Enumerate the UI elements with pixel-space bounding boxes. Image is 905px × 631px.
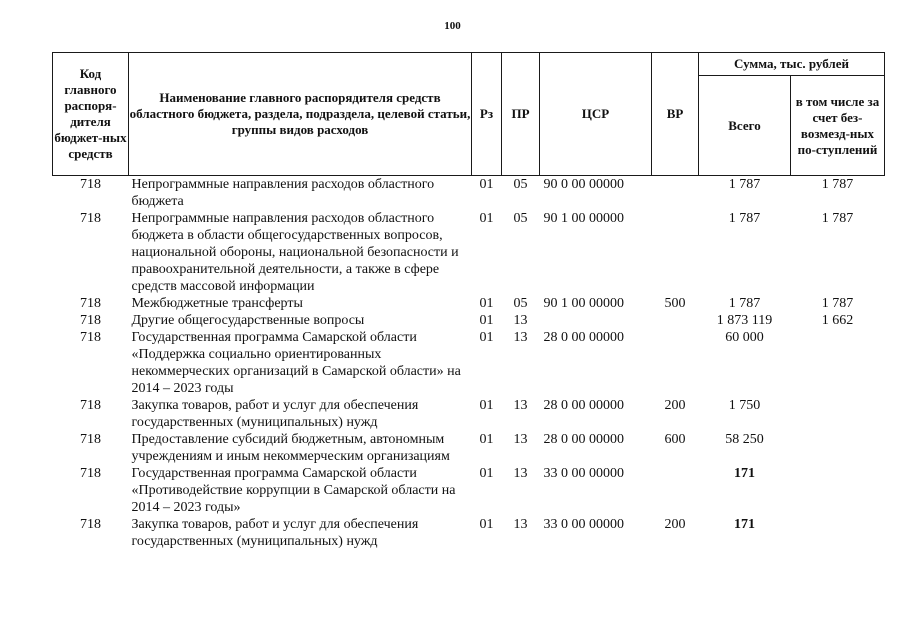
cell-total: 58 250	[725, 432, 764, 447]
cell-pr: 13	[513, 330, 528, 345]
header-name: Наименование главного распорядителя средств областного бюджета, раздела, подраздела, целевой статьи, группы видов расходов	[129, 53, 472, 176]
cell-pr: 13	[513, 517, 528, 532]
cell-code: 718	[80, 211, 101, 226]
cell-free	[791, 397, 885, 431]
cell-name: Другие общегосударственные вопросы	[131, 313, 365, 328]
cell-rz: 01	[479, 177, 494, 192]
cell-vr	[652, 210, 699, 295]
page-number: 100	[444, 20, 461, 32]
cell-free	[791, 431, 885, 465]
header-free: в том числе за счет без-возмезд-ных по-ступлений	[791, 76, 885, 176]
cell-csr: 28 0 00 00000	[543, 432, 624, 447]
cell-csr: 28 0 00 00000	[543, 330, 624, 345]
cell-vr: 500	[664, 296, 686, 311]
cell-total: 171	[734, 466, 755, 481]
header-csr: ЦСР	[540, 53, 652, 176]
cell-free: 1 787	[821, 211, 854, 226]
cell-rz: 01	[479, 466, 494, 481]
cell-total: 60 000	[725, 330, 764, 345]
cell-code: 718	[80, 398, 101, 413]
table-row	[53, 431, 885, 465]
header-total: Всего	[699, 76, 791, 176]
cell-rz: 01	[479, 398, 494, 413]
table-row	[53, 397, 885, 431]
cell-pr: 13	[513, 432, 528, 447]
cell-code: 718	[80, 466, 101, 481]
cell-code: 718	[80, 177, 101, 192]
cell-total: 1 873 119	[716, 313, 773, 328]
cell-vr	[652, 312, 699, 329]
cell-total: 171	[734, 517, 755, 532]
cell-vr: 600	[664, 432, 686, 447]
cell-name: Непрограммные направления расходов областного бюджета	[131, 177, 435, 209]
cell-pr: 05	[513, 211, 528, 226]
cell-free	[791, 329, 885, 397]
cell-name: Предоставление субсидий бюджетным, автономным учреждениям и иным некоммерческим организациям	[131, 432, 450, 464]
table-row	[53, 465, 885, 516]
table-row	[53, 312, 885, 329]
cell-vr	[652, 176, 699, 211]
cell-code: 718	[80, 313, 101, 328]
cell-pr: 05	[513, 177, 528, 192]
cell-csr: 33 0 00 00000	[543, 517, 624, 532]
cell-name: Непрограммные направления расходов областного бюджета в области общегосударственных вопросов, национальной обороны, национальной безопасности и правоохранительной деятельности, а также в сфере средств массовой информации	[131, 211, 459, 294]
table-row	[53, 295, 885, 312]
cell-rz: 01	[479, 296, 494, 311]
cell-csr: 90 0 00 00000	[543, 177, 624, 192]
cell-rz: 01	[479, 517, 494, 532]
cell-code: 718	[80, 296, 101, 311]
table-row	[53, 176, 885, 211]
cell-free: 1 787	[821, 177, 854, 192]
cell-pr: 13	[513, 398, 528, 413]
cell-total: 1 787	[728, 177, 761, 192]
cell-name: Межбюджетные трансферты	[131, 296, 303, 311]
cell-csr: 33 0 00 00000	[543, 466, 624, 481]
cell-pr: 13	[513, 313, 528, 328]
cell-rz: 01	[479, 432, 494, 447]
cell-vr	[652, 465, 699, 516]
cell-vr: 200	[664, 398, 686, 413]
cell-csr	[540, 312, 652, 329]
header-code: Код главного распоря-дителя бюджет-ных средств	[53, 53, 129, 176]
cell-name: Закупка товаров, работ и услуг для обеспечения государственных (муниципальных) нужд	[131, 398, 419, 430]
cell-code: 718	[80, 517, 101, 532]
header-rz: Рз	[472, 53, 502, 176]
cell-free	[791, 516, 885, 550]
cell-free	[791, 465, 885, 516]
cell-vr	[652, 329, 699, 397]
cell-rz: 01	[479, 330, 494, 345]
table-row	[53, 210, 885, 295]
cell-code: 718	[80, 330, 101, 345]
header-vr: ВР	[652, 53, 699, 176]
cell-name: Государственная программа Самарской области «Поддержка социально ориентированных некоммерческих организаций в Самарской области» на 2014 – 2023 годы	[131, 330, 461, 396]
cell-total: 1 787	[728, 211, 761, 226]
cell-free: 1 662	[821, 313, 854, 328]
cell-vr: 200	[664, 517, 686, 532]
cell-csr: 28 0 00 00000	[543, 398, 624, 413]
header-sum-group: Сумма, тыс. рублей	[699, 53, 885, 76]
cell-csr: 90 1 00 00000	[543, 296, 624, 311]
cell-free: 1 787	[821, 296, 854, 311]
cell-pr: 05	[513, 296, 528, 311]
cell-rz: 01	[479, 211, 494, 226]
cell-code: 718	[80, 432, 101, 447]
cell-rz: 01	[479, 313, 494, 328]
table-row	[53, 329, 885, 397]
header-pr: ПР	[502, 53, 540, 176]
cell-name: Государственная программа Самарской области «Противодействие коррупции в Самарской области на 2014 – 2023 годы»	[131, 466, 456, 515]
budget-table	[52, 52, 885, 550]
cell-pr: 13	[513, 466, 528, 481]
table-row	[53, 516, 885, 550]
cell-csr: 90 1 00 00000	[543, 211, 624, 226]
cell-total: 1 787	[728, 296, 761, 311]
cell-name: Закупка товаров, работ и услуг для обеспечения государственных (муниципальных) нужд	[131, 517, 419, 549]
cell-total: 1 750	[728, 398, 761, 413]
